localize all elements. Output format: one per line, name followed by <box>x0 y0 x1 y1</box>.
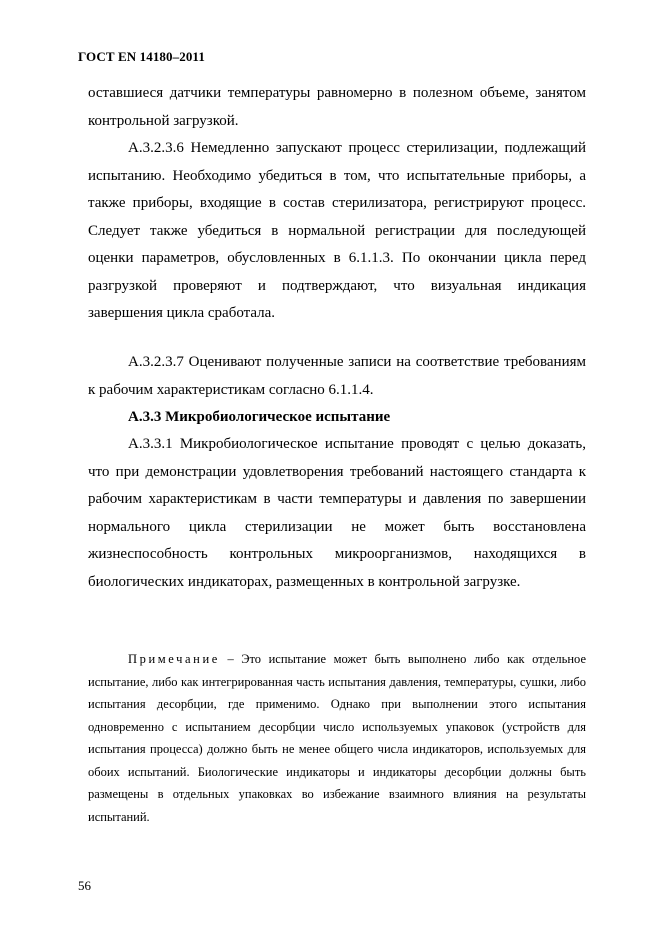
paragraph-a-3-3-1: А.3.3.1 Микробиологическое испытание проводят с целью доказать, что при демонстрации удовлетворения требований настоящего стандарта к рабочим характеристикам в части температуры и давления по завершении нормального цикла стерилизации не может быть восстановлена жизнеспособность контрольных микроорганизмов, находящихся в биологических индикаторах, размещенных в контрольной загрузке. <box>88 436 586 590</box>
section-heading-a-3-3: А.3.3 Микробиологическое испытание <box>128 409 391 425</box>
page-number: 56 <box>78 878 91 893</box>
note-text: – Это испытание может быть выполнено либо как отдельное испытание, либо как интегрированная часть испытания давления, температуры, сушки, либо испытания десорбции, где применимо. Однако при выполнении этого испытания одновременно с испытанием десорбции число используемых упаковок (устройств для испытания процесса) должно быть не менее общего числа индикаторов, используемых для обоих испытаний. Биологические индикаторы и индикаторы десорбции должны быть размещены в отдельных упаковках во избежание взаимного влияния на результаты испытаний. <box>88 652 586 824</box>
note-label: Примечание <box>128 652 220 666</box>
paragraph-a-3-2-3-6: А.3.2.3.6 Немедленно запускают процесс стерилизации, подлежащий испытанию. Необходимо убедиться в том, что испытательные приборы, а также приборы, входящие в состав стерилизатора, регистрируют процесс. Следует также убедиться в нормальной регистрации для последующей оценки параметров, обусловленных в 6.1.1.3. По окончании цикла перед разгрузкой проверяют и подтверждают, что визуальная индикация завершения цикла сработала. <box>88 140 586 321</box>
paragraph-continuation: оставшиеся датчики температуры равномерно в полезном объеме, занятом контрольной загрузкой. <box>88 85 586 129</box>
document-header: ГОСТ EN 14180–2011 <box>78 49 205 64</box>
note-block <box>88 648 586 828</box>
paragraph-a-3-2-3-7: А.3.2.3.7 Оценивают полученные записи на соответствие требованиям к рабочим характеристикам согласно 6.1.1.4. <box>88 354 586 398</box>
